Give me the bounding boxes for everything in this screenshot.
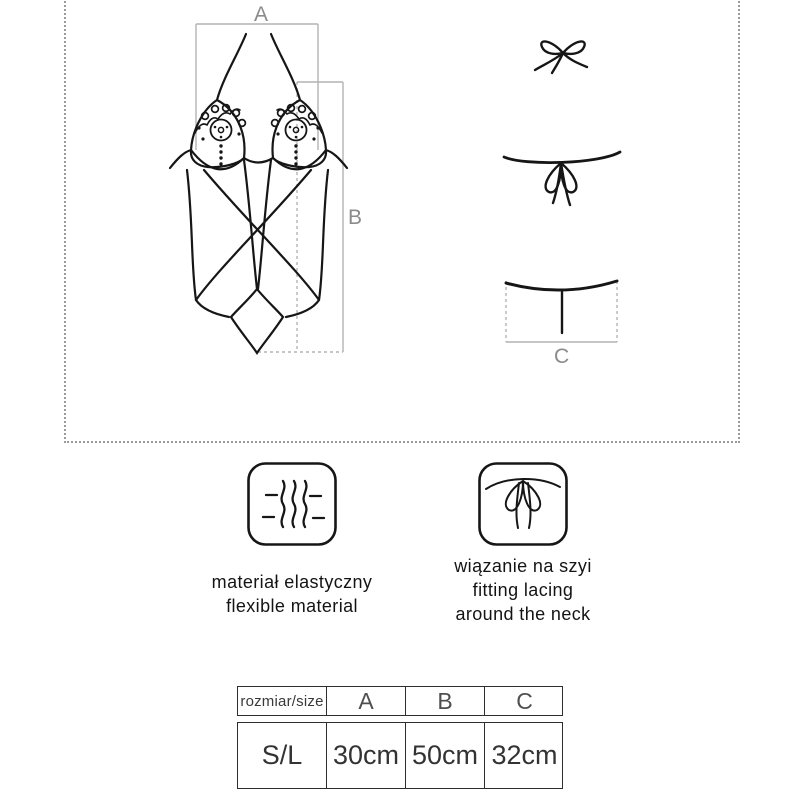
caption-line: flexible material [226,596,358,616]
caption-flexible-material [187,570,397,618]
size-table-header-cell: A [326,687,405,715]
measure-label-a: A [254,3,269,26]
measure-label-b: B [348,206,363,229]
size-table [237,686,563,789]
caption-line: fitting lacing [472,580,574,600]
caption-line: around the neck [455,604,591,624]
measurement-guides [196,24,617,352]
size-table-header-cell: C [484,687,564,715]
size-table-header-cell: rozmiar/size [240,692,324,710]
size-table-cell: 32cm [484,723,564,788]
cup-left [170,100,245,169]
neck-tie-bow-drawing [535,41,587,73]
size-table-header-cell: B [405,687,484,715]
size-table-cell: 50cm [405,723,484,788]
caption-line: wiązanie na szyi [454,556,592,576]
size-table-header [237,686,563,716]
size-table-row [237,722,563,789]
size-table-cell: S/L [261,740,303,770]
cup-right [272,100,347,169]
waistband-width-drawing [506,281,617,333]
caption-neck-lacing [418,554,628,626]
back-lacing-bow-drawing [504,152,620,205]
elastic-material-icon [247,462,337,546]
size-table-cell: 30cm [326,723,405,788]
neck-lacing-icon [478,462,568,546]
caption-line: materiał elastyczny [211,572,373,592]
measure-label-c: C [554,345,570,368]
